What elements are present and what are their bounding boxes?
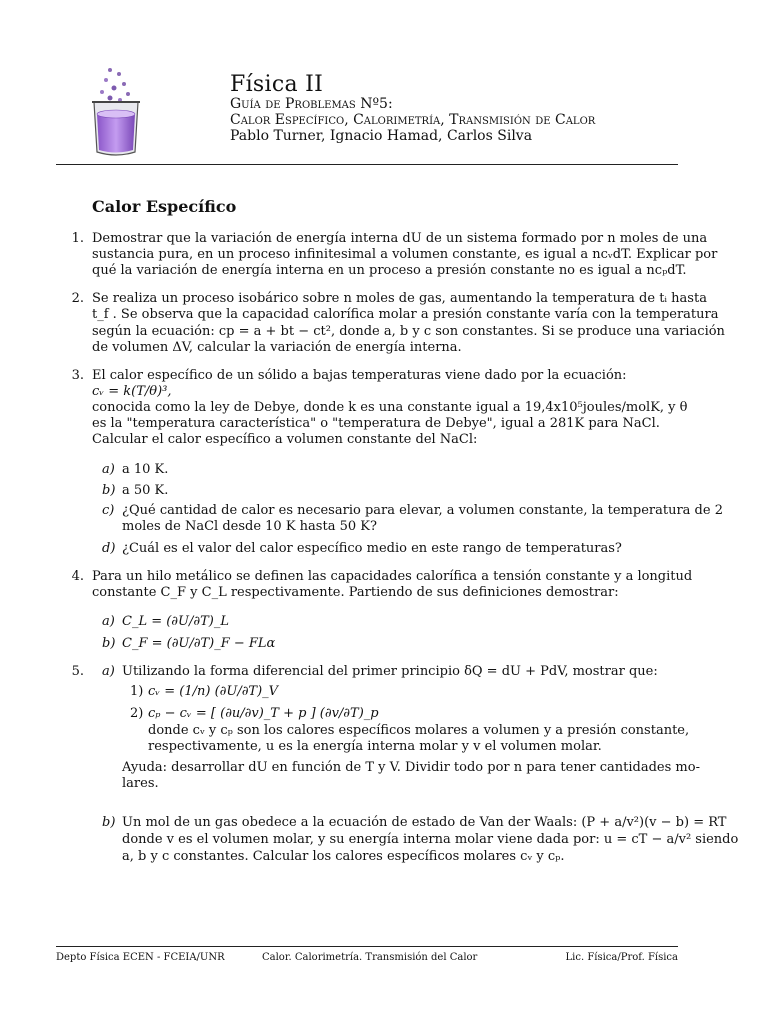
problem-number: 2. <box>71 291 84 306</box>
hint-text: lares. <box>122 776 159 791</box>
problem-text: de volumen ΔV, calcular la variación de energía interna. <box>92 340 462 355</box>
problem-text: Para un hilo metálico se definen las capacidades calorífica a tensión constante y a longitud <box>92 569 693 584</box>
problem-number: 1. <box>71 231 84 246</box>
item-text: donde v es el volumen molar, y su energía interna molar viene dada por: u = cT − a/v² siendo <box>122 832 739 847</box>
problem-text: El calor específico de un sólido a bajas temperaturas viene dado por la ecuación: <box>92 368 627 383</box>
item-label: a) <box>102 462 115 477</box>
item-label: b) <box>102 815 116 830</box>
footer-center: Calor. Calorimetría. Transmisión del Calor <box>262 952 478 963</box>
item-label: d) <box>102 541 116 556</box>
footer-left: Depto Física ECEN - FCEIA/UNR <box>56 952 225 963</box>
problem-text: es la "temperatura característica" o "temperatura de Debye", igual a 281K para NaCl. <box>92 416 660 431</box>
hint-text: Ayuda: desarrollar dU en función de T y V. Dividir todo por n para tener cantidades mo- <box>122 760 700 775</box>
problem-number: 3. <box>71 368 84 383</box>
item-equation: C_F = (∂U/∂T)_F − FLα <box>122 636 276 651</box>
problem-text: Calcular el calor específico a volumen constante del NaCl: <box>92 432 478 447</box>
authors: Pablo Turner, Ignacio Hamad, Carlos Silva <box>230 128 533 144</box>
item-text: a, b y c constantes. Calcular los calores específicos molares cᵥ y cₚ. <box>122 849 565 864</box>
item-label: a) <box>102 614 115 629</box>
item-text: a 50 K. <box>122 483 169 498</box>
footer-divider <box>56 946 678 947</box>
item-label: a) <box>102 664 115 679</box>
problem-equation: cᵥ = k(T/θ)³, <box>92 384 172 399</box>
item-label: c) <box>102 503 115 518</box>
subitem-label: 2) <box>130 706 144 721</box>
problem-text: constante C_F y C_L respectivamente. Partiendo de sus definiciones demostrar: <box>92 585 619 600</box>
problem-text: conocida como la ley de Debye, donde k es una constante igual a 19,4x10⁵joules/molK, y θ <box>92 400 688 415</box>
subitem-equation: cₚ − cᵥ = [ (∂u/∂v)_T + p ] (∂v/∂T)_p <box>148 706 379 721</box>
item-text: ¿Cuál es el valor del calor específico medio en este rango de temperaturas? <box>122 541 622 556</box>
item-equation: C_L = (∂U/∂T)_L <box>122 614 229 629</box>
problem-number: 4. <box>71 569 84 584</box>
item-label: b) <box>102 483 116 498</box>
problem-text: t_f . Se observa que la capacidad calorífica molar a presión constante varía con la temperatura <box>92 307 719 322</box>
guide-subtitle: Calor Específico, Calorimetría, Transmisión de Calor <box>230 112 596 128</box>
beaker-logo-icon <box>88 64 144 160</box>
section-title: Calor Específico <box>92 197 237 216</box>
item-text: Un mol de un gas obedece a la ecuación de estado de Van der Waals: (P + a/v²)(v − b) = RT <box>122 815 727 830</box>
item-text: a 10 K. <box>122 462 169 477</box>
item-text: ¿Qué cantidad de calor es necesario para elevar, a volumen constante, la temperatura de 2 <box>122 503 723 518</box>
item-text: moles de NaCl desde 10 K hasta 50 K? <box>122 519 377 534</box>
problem-text: sustancia pura, en un proceso infinitesimal a volumen constante, es igual a ncᵥdT. Explicar por <box>92 247 718 262</box>
header-divider <box>56 164 678 165</box>
problem-text: según la ecuación: cp = a + bt − ct², donde a, b y c son constantes. Si se produce una variación <box>92 324 725 339</box>
page-title: Física II <box>230 72 324 97</box>
problem-number: 5. <box>71 664 84 679</box>
problem-text: Se realiza un proceso isobárico sobre n moles de gas, aumentando la temperatura de tᵢ hasta <box>92 291 707 306</box>
guide-title: Guía de Problemas Nº5: <box>230 96 393 112</box>
problem-text: qué la variación de energía interna en un proceso a presión constante no es igual a ncₚdT. <box>92 263 687 278</box>
subitem-equation: cᵥ = (1/n) (∂U/∂T)_V <box>148 684 279 699</box>
subitem-text: donde cᵥ y cₚ son los calores específicos molares a volumen y a presión constante, <box>148 723 690 738</box>
problem-text: Demostrar que la variación de energía interna dU de un sistema formado por n moles de una <box>92 231 708 246</box>
item-label: b) <box>102 636 116 651</box>
subitem-label: 1) <box>130 684 144 699</box>
footer-right: Lic. Física/Prof. Física <box>565 952 678 963</box>
item-text: Utilizando la forma diferencial del primer principio δQ = dU + PdV, mostrar que: <box>122 664 658 679</box>
subitem-text: respectivamente, u es la energía interna molar y v el volumen molar. <box>148 739 602 754</box>
